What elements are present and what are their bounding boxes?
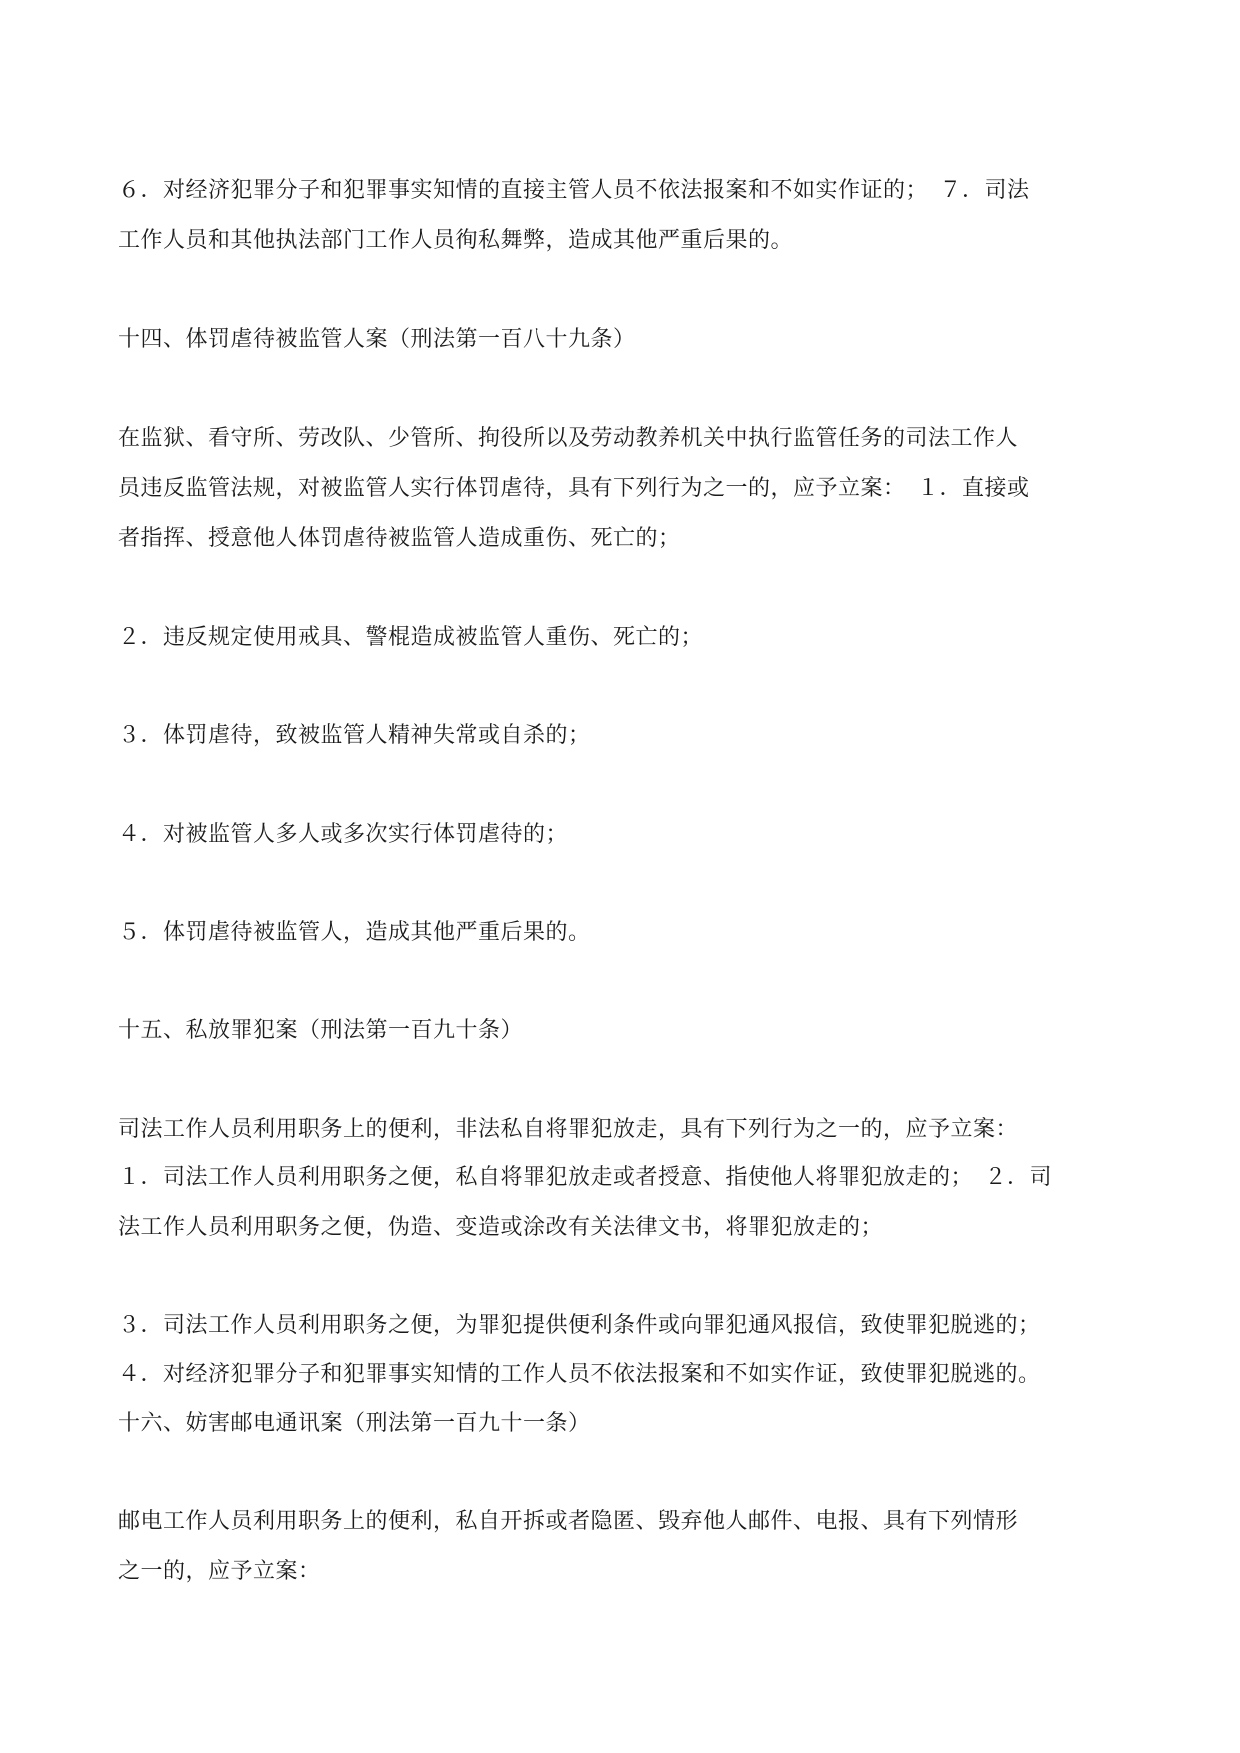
list-item: ３．体罚虐待，致被监管人精神失常或自杀的； xyxy=(118,723,591,748)
list-item: １．司法工作人员利用职务之便，私自将罪犯放走或者授意、指使他人将罪犯放走的； ２．司 xyxy=(118,1165,1053,1190)
text-line: 在监狱、看守所、劳改队、少管所、拘役所以及劳动教养机关中执行监管任务的司法工作人 xyxy=(118,426,1019,451)
text-line: 司法工作人员利用职务上的便利，非法私自将罪犯放走，具有下列行为之一的，应予立案： xyxy=(118,1117,1019,1142)
section-heading: 十五、私放罪犯案（刑法第一百九十条） xyxy=(118,1018,524,1043)
list-item: ３．司法工作人员利用职务之便，为罪犯提供便利条件或向罪犯通风报信，致使罪犯脱逃的； xyxy=(118,1313,1041,1338)
list-item: ４．对被监管人多人或多次实行体罚虐待的； xyxy=(118,822,569,847)
text-line: 邮电工作人员利用职务上的便利，私自开拆或者隐匿、毁弃他人邮件、电报、具有下列情形 xyxy=(118,1509,1019,1534)
list-item: ５．体罚虐待被监管人，造成其他严重后果的。 xyxy=(118,920,591,945)
text-line: ６．对经济犯罪分子和犯罪事实知情的直接主管人员不依法报案和不如实作证的； ７．司法 xyxy=(118,178,1030,203)
section-heading: 十六、妨害邮电通讯案（刑法第一百九十一条） xyxy=(118,1411,591,1436)
list-item: ４．对经济犯罪分子和犯罪事实知情的工作人员不依法报案和不如实作证，致使罪犯脱逃的。 xyxy=(118,1362,1041,1387)
list-item: ２．违反规定使用戒具、警棍造成被监管人重伤、死亡的； xyxy=(118,625,704,650)
text-line: 之一的，应予立案： xyxy=(118,1559,321,1584)
text-line: 员违反监管法规，对被监管人实行体罚虐待，具有下列行为之一的，应予立案： １．直接或 xyxy=(118,476,1030,501)
text-line: 法工作人员利用职务之便，伪造、变造或涂改有关法律文书，将罪犯放走的； xyxy=(118,1215,884,1240)
section-heading: 十四、体罚虐待被监管人案（刑法第一百八十九条） xyxy=(118,327,636,352)
text-line: 工作人员和其他执法部门工作人员徇私舞弊，造成其他严重后果的。 xyxy=(118,228,794,253)
text-line: 者指挥、授意他人体罚虐待被监管人造成重伤、死亡的； xyxy=(118,526,681,551)
